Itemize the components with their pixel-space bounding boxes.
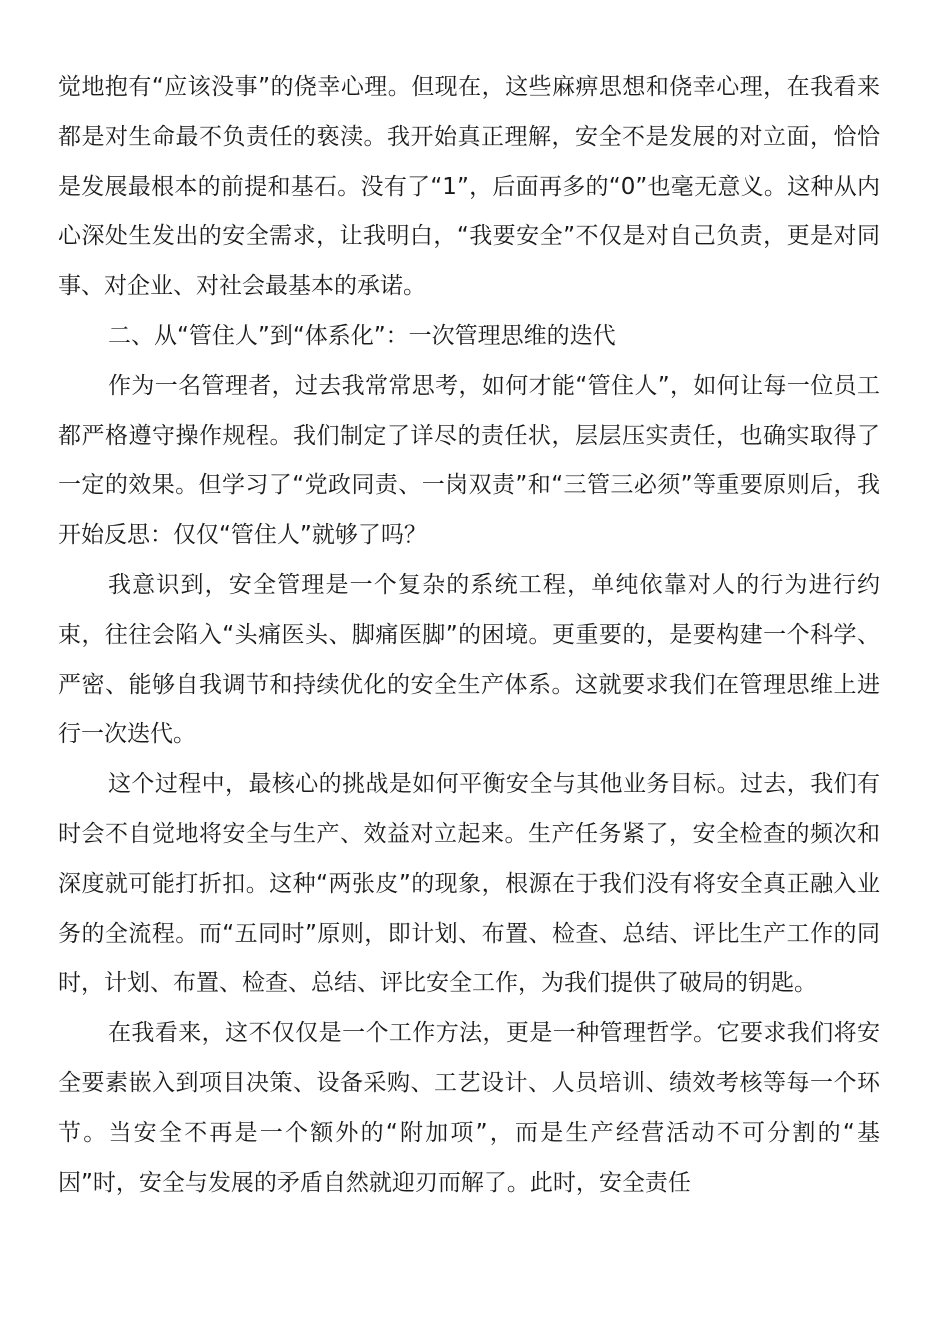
section-heading: 二、从“管住人”到“体系化”：一次管理思维的迭代	[108, 322, 616, 349]
paragraph: 在我看来，这不仅仅是一个工作方法，更是一种管理哲学。它要求我们将安全要素嵌入到项目决策、设备采购、工艺设计、人员培训、绩效考核等每一个环节。当安全不再是一个额外的“附加项”，而是生产经营活动不可分割的“基因”时，安全与发展的矛盾自然就迎刃而解了。此时，安全责任	[58, 1020, 880, 1196]
document-body	[58, 63, 880, 1208]
paragraph: 这个过程中，最核心的挑战是如何平衡安全与其他业务目标。过去，我们有时会不自觉地将安全与生产、效益对立起来。生产任务紧了，安全检查的频次和深度就可能打折扣。这种“两张皮”的现象，根源在于我们没有将安全真正融入业务的全流程。而“五同时”原则，即计划、布置、检查、总结、评比生产工作的同时，计划、布置、检查、总结、评比安全工作，为我们提供了破局的钥匙。	[58, 771, 880, 997]
paragraph-continuation: 觉地抱有“应该没事”的侥幸心理。但现在，这些麻痹思想和侥幸心理，在我看来都是对生命最不负责任的亵渎。我开始真正理解，安全不是发展的对立面，恰恰是发展最根本的前提和基石。没有了“1”，后面再多的“0”也毫无意义。这种从内心深处生发出的安全需求，让我明白，“我要安全”不仅是对自己负责，更是对同事、对企业、对社会最基本的承诺。	[58, 74, 880, 300]
paragraph: 作为一名管理者，过去我常常思考，如何才能“管住人”，如何让每一位员工都严格遵守操作规程。我们制定了详尽的责任状，层层压实责任，也确实取得了一定的效果。但学习了“党政同责、一岗双责”和“三管三必须”等重要原则后，我开始反思：仅仅“管住人”就够了吗？	[58, 372, 880, 549]
paragraph: 我意识到，安全管理是一个复杂的系统工程，单纯依靠对人的行为进行约束，往往会陷入“头痛医头、脚痛医脚”的困境。更重要的，是要构建一个科学、严密、能够自我调节和持续优化的安全生产体系。这就要求我们在管理思维上进行一次迭代。	[58, 571, 880, 748]
